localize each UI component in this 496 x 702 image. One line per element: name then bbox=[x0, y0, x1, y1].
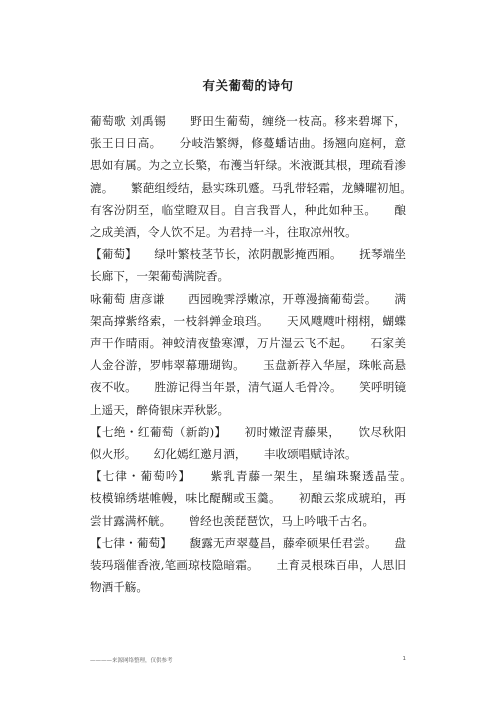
paragraph-poem-2: 【葡萄】 绿叶繁枝茎节长，浓阴靓影掩西厢。 抚琴端坐长廊下，一架葡萄满院香。 bbox=[90, 247, 406, 284]
paragraph-poem-3: 咏葡萄 唐彦谦 西园晚霁浮嫩凉，开尊漫摘葡萄尝。 满架高撑紫络索，一枝斜亸金琅珰。 天风飕飕叶栩栩，蝴蝶声干作晴雨。神蛟清夜蛰寒潭，万片湿云飞不起。 石家美人金谷游，罗帏翠幕珊瑚钩。 玉盘新荐入华屋，珠帐高悬夜不收。 胜游记得当年景，清气逼人毛骨冷。 笑呼明镜上遥天，醉倚银床弄秋影。 bbox=[90, 291, 406, 417]
page-title: 有关葡萄的诗句 bbox=[202, 78, 294, 93]
document-body bbox=[90, 110, 430, 598]
page-footer bbox=[90, 656, 406, 666]
paragraph-poem-5: 【七律・葡萄吟】 紫乳青藤一架生，星编珠聚透晶莹。 枝模锦绣堪帷幔，味比醍醐或玉羹。 初酿云浆成琥珀，再尝甘露满杯觥。 曾经也羡琵琶饮，马上吟哦千古名。 bbox=[90, 469, 430, 528]
footer-source-note: ————来源网络整理，仅供参考 bbox=[90, 658, 173, 664]
page-number: 1 bbox=[402, 656, 406, 662]
paragraph-poem-6: 【七律・葡萄】 馥露无声翠蔓昌，藤牵硕果任君尝。 盘装玛瑙催香液,笔画琼枝隐暗霜。 土育灵根珠百串，人思旧物酒千觞。 bbox=[90, 535, 406, 595]
paragraph-poem-1: 葡萄歌 刘禹锡 野田生葡萄，缠绕一枝高。移来碧墀下，张王日日高。 分岐浩繁缛，修蔓蟠诘曲。扬翘向庭柯，意思如有属。为之立长檠，布濩当轩绿。米液溉其根，理疏看渗漉。 繁葩组绶结，悬实珠玑蹙。马乳带轻霜，龙鳞曜初旭。 有客汾阴至，临堂瞪双目。自言我晋人，种此如种玉。 酿之成美酒，令人饮不足。为君持一斗，往取凉州牧。 bbox=[90, 114, 430, 240]
paragraph-poem-4: 【七绝・红葡萄（新韵)】 初时嫩涩青藤果， 饮尽秋阳似火形。 幻化嫣红邀月酒， 丰收颂唱赋诗浓。 bbox=[90, 424, 406, 462]
